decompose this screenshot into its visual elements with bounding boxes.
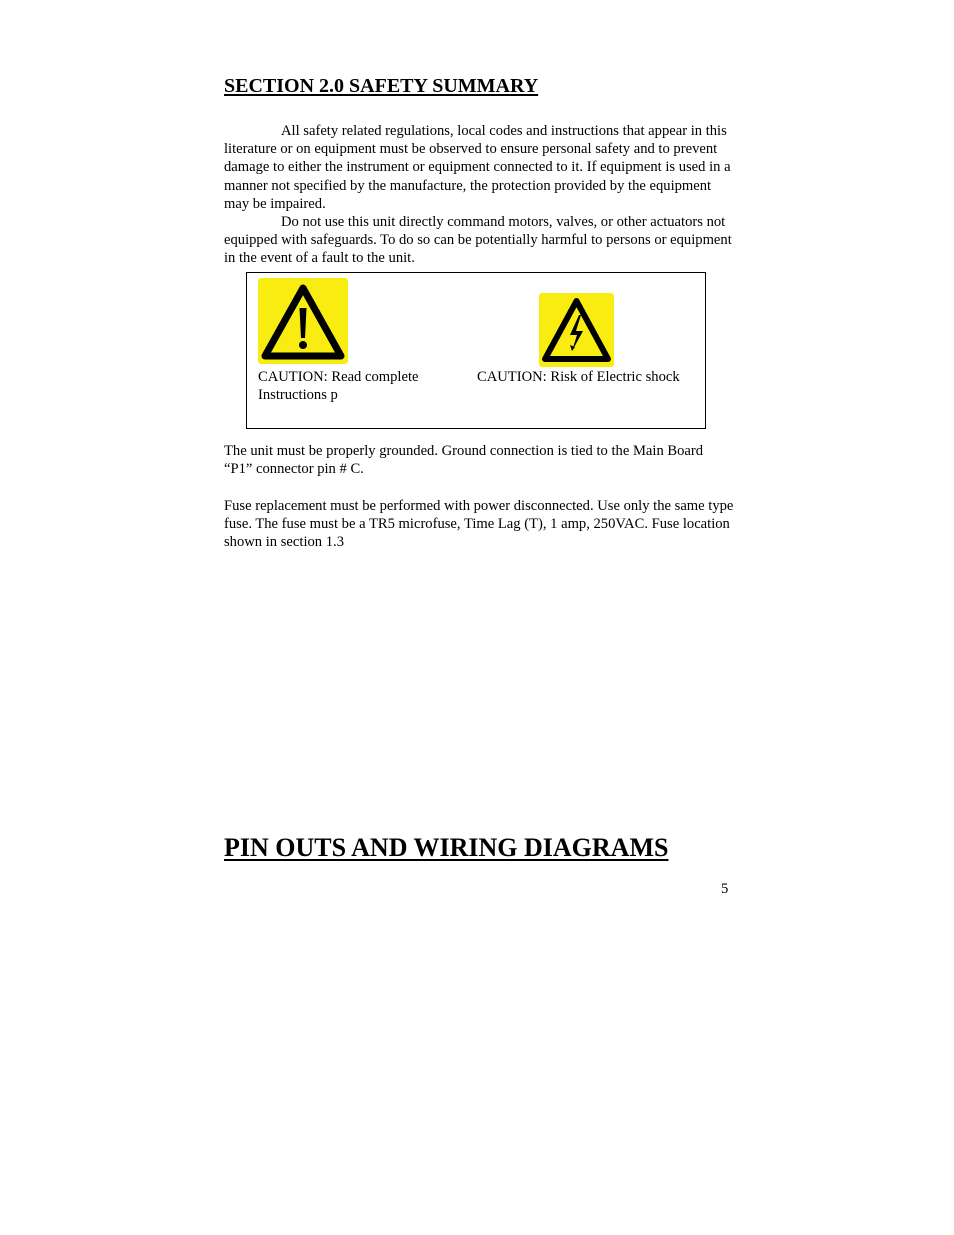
actuators-paragraph: Do not use this unit directly command motors, valves, or other actuators not equipped with safeguards. To do so can be potentially harmful to persons or equipment in the event of a fault to the unit. [224,214,732,267]
warning-exclamation-icon [258,278,348,364]
regulations-paragraph: All safety related regulations, local codes and instructions that appear in this literature or on equipment must be observed to ensure personal safety and to prevent damage to either the instrument or equipment connected to it. If equipment is used in a manner not specified by the manufacture, the protection provided by the equipment may be impaired. [224,123,731,212]
page-number: 5 [721,881,729,897]
electric-shock-icon [539,293,614,367]
section-title: SECTION 2.0 SAFETY SUMMARY [224,75,539,97]
caution-shock-caption: CAUTION: Risk of Electric shock [477,369,680,385]
caution-box [246,272,706,429]
pin-outs-heading: PIN OUTS AND WIRING DIAGRAMS [224,833,669,862]
grounding-paragraph: The unit must be properly grounded. Ground connection is tied to the Main Board “P1” connector pin # C. [224,443,704,478]
fuse-paragraph: Fuse replacement must be performed with power disconnected. Use only the same type fuse. The fuse must be a TR5 microfuse, Time Lag (T), 1 amp, 250VAC. Fuse location shown in section 1.3 [224,498,734,551]
caution-read-caption: CAUTION: Read complete Instructions p [258,369,419,404]
